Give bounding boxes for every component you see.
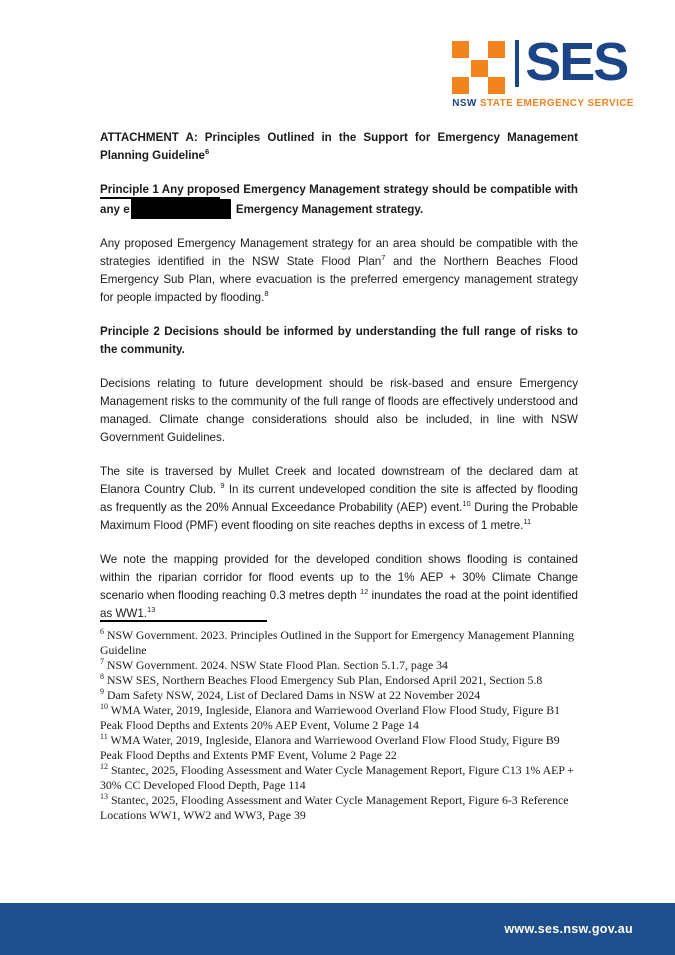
footnote-number: 13	[100, 792, 108, 802]
footnote-reference: 9	[220, 481, 225, 491]
redaction-box	[131, 199, 231, 219]
ses-logo	[452, 32, 634, 109]
document-body	[100, 129, 578, 619]
logo-divider	[515, 40, 519, 87]
footnote-item: $^7$ NSW Government. 2024. NSW State Flood Plan. Section 5.1.7, page 34	[100, 657, 448, 672]
footnote-number: 11	[100, 732, 108, 742]
paragraph-container	[100, 181, 578, 619]
checker-square	[452, 41, 469, 58]
footnote-item: $^6$ NSW Government. 2023. Principles Outlined in the Support for Emergency Management Planning Guideline	[100, 627, 575, 657]
logo-tagline	[452, 98, 634, 109]
checker-square	[452, 77, 469, 94]
paragraph: Any proposed Emergency Management strategy for an area should be compatible with the strategies identified in the NSW State Flood Plan$^7$ and the Northern Beaches Flood Emergency Sub Plan, where evacuation is the preferred emergency management strategy for people impacted by flooding.$^8$	[100, 237, 578, 304]
footer-bar	[0, 903, 675, 955]
footnote-reference: 7	[381, 253, 386, 263]
footnote-number: 10	[100, 702, 108, 712]
document-heading: ATTACHMENT A: Principles Outlined in the Support for Emergency Management Planning Guideline$^6$	[100, 131, 578, 162]
ses-logo-top	[452, 32, 634, 95]
footer-url: www.ses.nsw.gov.au	[504, 922, 633, 936]
footnote-number: 7	[100, 657, 104, 667]
checker-square	[488, 77, 505, 94]
paragraph: Decisions relating to future development should be risk-based and ensure Emergency Management risks to the community of the full range of floods are effectively understood and managed. Climate change considerations should also be included, in line with NSW Government Guidelines.	[100, 377, 578, 444]
footnote-item: $^{12}$ Stantec, 2025, Flooding Assessment and Water Cycle Management Report, Figure C13 1% AEP + 30% CC Developed Flood Depth, Page 114	[100, 762, 575, 792]
paragraph: Principle 1 Any proposed Emergency Management strategy should be compatible with any e Emergency Management strategy.	[100, 181, 578, 219]
footnote-rule	[100, 620, 267, 622]
paragraph: Principle 2 Decisions should be informed by understanding the full range of risks to the community.	[100, 325, 578, 356]
footnote-item: $^{13}$ Stantec, 2025, Flooding Assessment and Water Cycle Management Report, Figure 6-3 Reference Locations WW1, WW2 and WW3, Page 39	[100, 792, 569, 822]
ses-checker-icon	[452, 41, 506, 95]
footnote-reference: 12	[359, 587, 369, 597]
footnote-number: 9	[100, 687, 104, 697]
footnote-item: $^{11}$ WMA Water, 2019, Ingleside, Elanora and Warriewood Overland Flow Flood Study, Figure B9 Peak Flood Depths and Extents PMF Event, Volume 2 Page 22	[100, 732, 560, 762]
footnote-reference: 10	[462, 499, 471, 509]
underlined-text: Principle 1 Any propo	[100, 183, 220, 199]
footnote-reference: 6	[205, 147, 210, 157]
checker-square	[471, 60, 488, 77]
footnote-item: $^8$ NSW SES, Northern Beaches Flood Emergency Sub Plan, Endorsed April 2021, Section 5.8	[100, 672, 543, 687]
footnote-reference: 11	[523, 517, 532, 527]
footnote-item: $^{10}$ WMA Water, 2019, Ingleside, Elanora and Warriewood Overland Flow Flood Study, Figure B1 Peak Flood Depths and Extents 20% AEP Event, Volume 2 Page 14	[100, 702, 560, 732]
footnotes-section	[100, 620, 578, 840]
footnotes-list	[100, 628, 578, 823]
footnote-number: 12	[100, 762, 108, 772]
footnote-reference: 8	[264, 289, 269, 299]
paragraph: We note the mapping provided for the developed condition shows flooding is contained within the riparian corridor for flood events up to the 1% AEP + 30% Climate Change scenario when flooding reaching 0.3 metres depth $^{12}$ inundates the road at the point identified as WW1.13	[100, 553, 578, 619]
paragraph: The site is traversed by Mullet Creek and located downstream of the declared dam at Elanora Country Club. $^9$ In its current undeveloped condition the site is affected by flooding as frequently as the 20% Annual Exceedance Probability (AEP) event.$^{10}$ During the Probable Maximum Flood (PMF) event flooding on site reaches depths in excess of 1 metre.$^{11}$	[100, 465, 578, 532]
footnote-number: 6	[100, 627, 104, 637]
footnote-reference: 13	[147, 605, 156, 615]
ses-wordmark: SES	[525, 32, 628, 92]
footnote-number: 8	[100, 672, 104, 682]
footnote-item: $^9$ Dam Safety NSW, 2024, List of Declared Dams in NSW at 22 November 2024	[100, 687, 481, 702]
tagline-nsw: NSW	[452, 98, 477, 109]
checker-square	[488, 41, 505, 58]
tagline-rest: STATE EMERGENCY SERVICE	[479, 98, 634, 109]
